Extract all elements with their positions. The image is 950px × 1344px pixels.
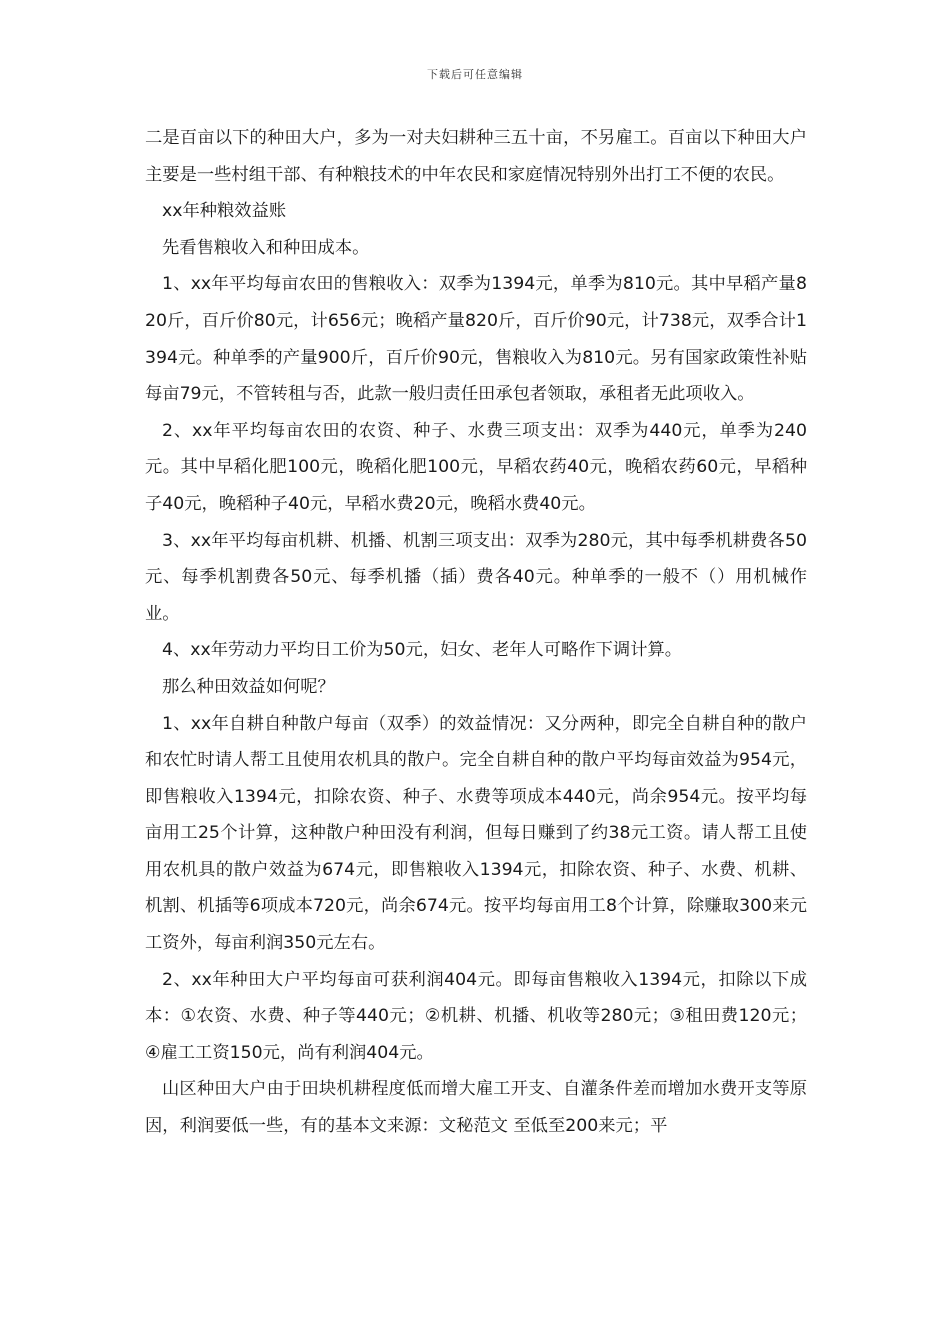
paragraph-smallholder-profit: 1、xx年自耕自种散户每亩（双季）的效益情况：又分两种，即完全自耕自种的散户和农忙时请人帮工且使用农机具的散户。完全自耕自种的散户平均每亩效益为954元，即售粮收入1394元，扣除农资、种子、水费等项成本440元，尚余954元。按平均每亩用工25个计算，这种散户种田没有利润，但每日赚到了约38元工资。请人帮工且使用农机具的散户效益为674元，即售粮收入1394元，扣除农资、种子、水费、机耕、机割、机插等6项成本720元，尚余674元。按平均每亩用工8个计算，除赚取300来元工资外，每亩利润350元左右。 xyxy=(145,713,807,954)
page-header: 下载后可任意编辑 xyxy=(427,68,523,81)
paragraph-question-profit: 那么种田效益如何呢？ xyxy=(162,676,335,697)
paragraph-item-2-inputs-cost: 2、xx年平均每亩农田的农资、种子、水费三项支出：双季为440元，单季为240元。其中早稻化肥100元，晚稻化肥100元，早稻农药40元，晚稻农药60元，早稻种子40元，晚稻种子40元，早稻水费20元，晚稻水费40元。 xyxy=(145,420,807,514)
paragraph-item-4-labor-price: 4、xx年劳动力平均日工价为50元，妇女、老年人可略作下调计算。 xyxy=(162,640,683,661)
section-heading-grain-profit: xx年种粮效益账 xyxy=(162,201,287,222)
paragraph-large-farmer-profit: 2、xx年种田大户平均每亩可获利润404元。即每亩售粮收入1394元，扣除以下成本：①农资、水费、种子等440元；②机耕、机播、机收等280元；③租田费120元；④雇工工资150元，尚有利润404元。 xyxy=(145,969,807,1063)
paragraph-item-1-grain-income: 1、xx年平均每亩农田的售粮收入：双季为1394元，单季为810元。其中早稻产量820斤，百斤价80元，计656元；晚稻产量820斤，百斤价90元，计738元，双季合计1394元。种单季的产量900斤，百斤价90元，售粮收入为810元。另有国家政策性补贴每亩79元，不管转租与否，此款一般归责任田承包者领取，承租者无此项收入。 xyxy=(145,274,807,405)
document-body xyxy=(145,120,807,1145)
paragraph-item-3-machinery-cost: 3、xx年平均每亩机耕、机播、机割三项支出：双季为280元，其中每季机耕费各50元、每季机割费各50元、每季机播（插）费各40元。种单季的一般不（）用机械作业。 xyxy=(145,530,807,624)
paragraph-large-farmers-under-100-mu: 二是百亩以下的种田大户，多为一对夫妇耕种三五十亩，不另雇工。百亩以下种田大户主要是一些村组干部、有种粮技术的中年农民和家庭情况特别外出打工不便的农民。 xyxy=(145,128,807,185)
paragraph-mountain-area-farmers: 山区种田大户由于田块机耕程度低而增大雇工开支、自灌条件差而增加水费开支等原因，利润要低一些，有的基本文来源：文秘范文 至低至200来元；平 xyxy=(145,1079,807,1137)
paragraph-intro-income-cost: 先看售粮收入和种田成本。 xyxy=(162,237,370,258)
